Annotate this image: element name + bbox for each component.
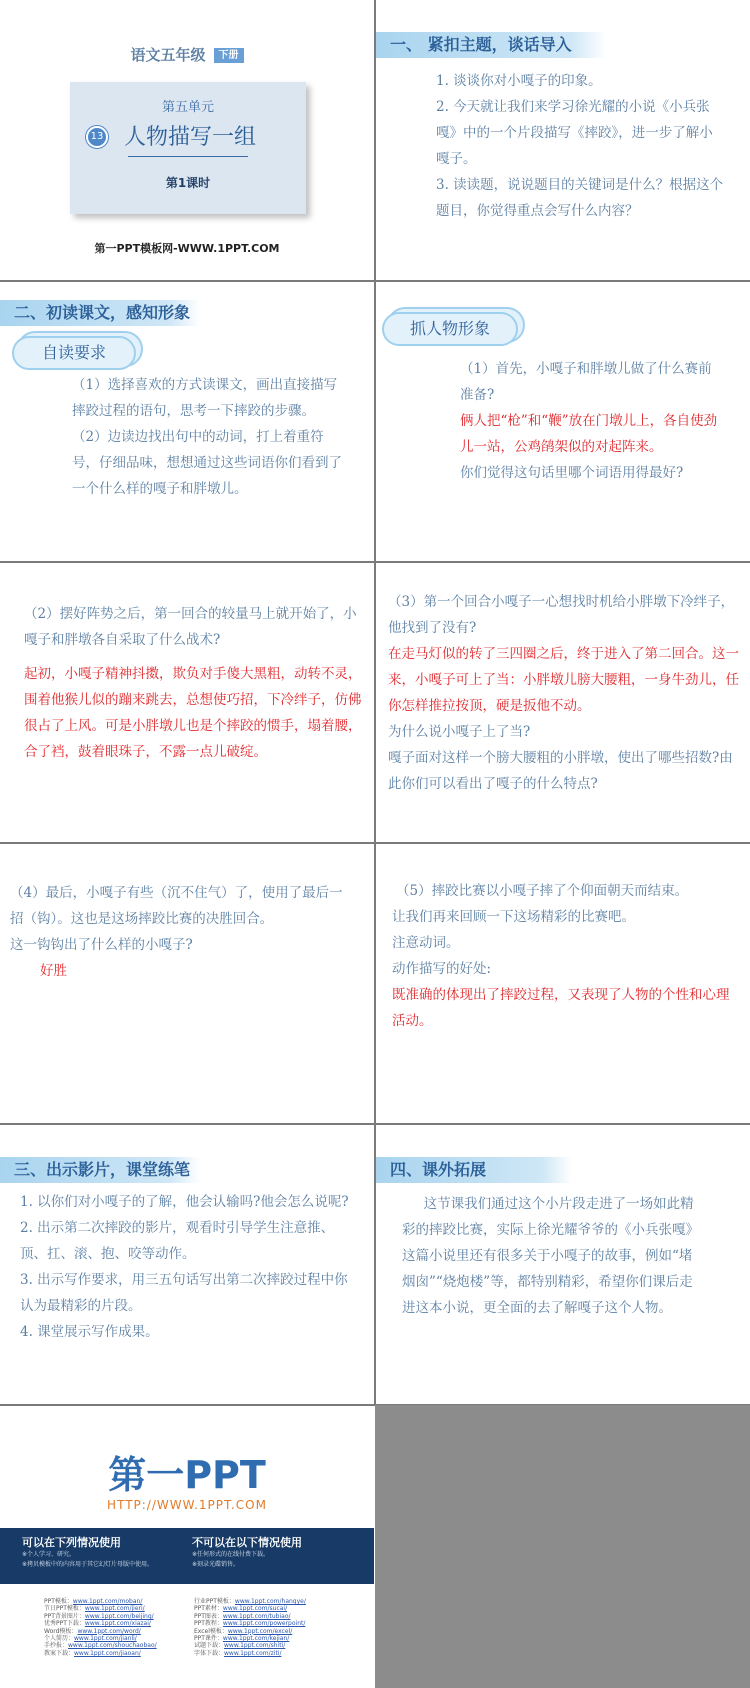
link-row[interactable]: 手抄报：www.1ppt.com/shouchaobao/: [44, 1642, 157, 1650]
reading-requirement: [72, 372, 346, 502]
final-round-text: [10, 880, 350, 984]
slide-character-image[interactable]: [376, 282, 750, 561]
slide-first-reading[interactable]: [0, 282, 374, 561]
list-item: 2. 出示第二次摔跤的影片，观看时引导学生注意推、顶、扛、滚、抱、咬等动作。: [20, 1220, 335, 1262]
question: （3）第一个回合小嘎子一心想找时机给小胖墩下冷绊子，他找到了没有?: [388, 594, 735, 636]
slide-final-round[interactable]: [0, 844, 374, 1123]
link-row[interactable]: PPT素材：www.1ppt.com/sucai/: [194, 1605, 288, 1613]
term-badge: 下册: [214, 48, 244, 63]
slide-intro[interactable]: [376, 0, 750, 280]
link-row[interactable]: PPT图表：www.1ppt.com/tubiao/: [194, 1612, 291, 1620]
quote: 起初，小嘎子精神抖擞，欺负对手傻大黑粗，动转不灵，围着他猴儿似的蹦来跳去，总想使巧招，下冷绊子，仿佛很占了上风。可是小胖墩儿也是个摔跤的惯手，塌着腰，合了裆，鼓着眼珠子，不露一点儿破绽。: [24, 666, 362, 760]
slide-extension[interactable]: [376, 1125, 750, 1404]
links-left: [44, 1598, 157, 1657]
list-item: 1. 以你们对小嘎子的了解，他会认输吗?他会怎么说呢?: [20, 1194, 349, 1210]
can-use-list: [22, 1550, 153, 1570]
link-row[interactable]: 教案下载：www.1ppt.com/jiaoan/: [44, 1649, 141, 1657]
question: 为什么说小嘎子上了当?: [388, 724, 531, 740]
cannot-use-list: [192, 1550, 269, 1570]
question: （2）摆好阵势之后，第一回合的较量马上就开始了，小嘎子和胖墩各自采取了什么战术?: [24, 606, 357, 648]
title-underline: [128, 156, 248, 157]
question: 你们觉得这句话里哪个词语用得最好?: [460, 465, 684, 481]
title-card: [70, 82, 306, 214]
question: （4）最后，小嘎子有些（沉不住气）了，使用了最后一招（钩）。这也是这场摔跤比赛的决胜回合。: [10, 885, 343, 927]
quote: 俩人把“枪”和“鞭”放在门墩儿上，各自使劲儿一站，公鸡鹐架似的对起阵来。: [460, 413, 718, 455]
list-item: ※任何形式的在线付费下载。: [192, 1551, 270, 1558]
list-item: ※个人学习、研究。: [22, 1551, 76, 1558]
link-row[interactable]: 节日PPT模板：www.1ppt.com/jieri/: [44, 1605, 145, 1613]
slide-practice[interactable]: [0, 1125, 374, 1404]
lesson-title: 人物描写一组: [124, 125, 257, 150]
review-text: [392, 878, 732, 1034]
cloud-label: 抓人物形象: [382, 312, 518, 346]
lesson-number-badge: 13: [86, 126, 108, 148]
link-row[interactable]: 优秀PPT下载：www.1ppt.com/xiazai/: [44, 1620, 151, 1628]
can-use-title: 可以在下列情况使用: [22, 1536, 121, 1549]
intro-list: [436, 68, 726, 224]
link-row[interactable]: 行业PPT模板：www.1ppt.com/hangye/: [194, 1598, 306, 1605]
list-item: 3. 读读题，说说题目的关键词是什么？根据这个题目，你觉得重点会写什么内容？: [436, 177, 724, 219]
section-heading: 三、出示影片，课堂练笔: [0, 1157, 200, 1183]
link-row[interactable]: 试题下载：www.1ppt.com/shiti/: [194, 1642, 286, 1650]
cloud-label: 自读要求: [12, 336, 136, 370]
link-row[interactable]: Word模板：www.1ppt.com/word/: [44, 1627, 141, 1635]
extension-paragraph: 这节课我们通过这个小片段走进了一场如此精彩的摔跤比赛，实际上徐光耀爷爷的《小兵张嘎》这篇小说里还有很多关于小嘎子的故事，例如“堵烟囱”“烧炮楼”等，都特别精彩，希望你们课后走进这本小说，更全面的去了解嘎子这个人物。: [402, 1196, 699, 1316]
slide-cover[interactable]: [0, 0, 374, 280]
brand-url[interactable]: HTTP://WWW.1PPT.COM: [107, 1498, 267, 1512]
quote: 在走马灯似的转了三四圈之后，终于进入了第二回合。这一来，小嘎子可上了当：小胖墩儿膀大腰粗，一身牛劲儿，任你怎样推拉按顶，硬是扳他不动。: [388, 646, 739, 714]
paragraph: （1）选择喜欢的方式读课文，画出直接描写摔跤过程的语句，思考一下摔跤的步骤。: [72, 377, 338, 419]
practice-list: [20, 1189, 350, 1345]
grade-label: 语文五年级: [130, 46, 206, 64]
links-right: [194, 1598, 306, 1657]
paragraph: 让我们再来回顾一下这场精彩的比赛吧。: [392, 909, 635, 925]
answer: 既准确的体现出了摔跤过程，又表现了人物的个性和心理活动。: [392, 987, 730, 1029]
link-row[interactable]: PPT课件：www.1ppt.com/kejian/: [194, 1635, 290, 1643]
character-text: [460, 356, 722, 486]
list-item: 3. 出示写作要求，用三五句话写出第二次摔跤过程中你认为最精彩的片段。: [20, 1272, 348, 1314]
slide-review[interactable]: [376, 844, 750, 1123]
round-one-text: [24, 601, 364, 765]
paragraph: 动作描写的好处:: [392, 961, 492, 977]
usage-banner: [0, 1528, 374, 1584]
period-label: 第1课时: [165, 176, 211, 190]
list-item: 2. 今天就让我们来学习徐光耀的小说《小兵张嘎》中的一个片段描写《摔跤》，进一步了解小嘎子。: [436, 99, 713, 167]
empty-slot: [375, 1405, 750, 1688]
paragraph: （2）边读边找出句中的动词，打上着重符号，仔细品味，想想通过这些词语你们看到了一个什么样的嘎子和胖墩儿。: [72, 429, 342, 497]
slide-round-one[interactable]: [0, 563, 374, 842]
link-row[interactable]: PPT背景图片：www.1ppt.com/beijing/: [44, 1612, 154, 1620]
unit-label: 第五单元: [161, 100, 214, 115]
answer: 好胜: [40, 963, 67, 979]
section-heading: 一、 紧扣主题，谈话导入: [376, 32, 606, 58]
link-row[interactable]: 个人简历：www.1ppt.com/jianli/: [44, 1635, 137, 1643]
section-heading: 四、课外拓展: [376, 1157, 572, 1183]
site-label: 第一PPT模板网-WWW.1PPT.COM: [94, 242, 280, 255]
link-row[interactable]: Excel模板：www.1ppt.com/excel/: [194, 1627, 293, 1635]
paragraph: 注意动词。: [392, 935, 460, 951]
question: （1）首先，小嘎子和胖墩儿做了什么赛前准备?: [460, 361, 712, 403]
slide-round-two[interactable]: [376, 563, 750, 842]
link-row[interactable]: PPT教程：www.1ppt.com/powerpoint/: [194, 1620, 306, 1628]
list-item: ※刻录光碟销售。: [192, 1561, 240, 1568]
brand-logo-icon: [92, 1450, 282, 1496]
list-item: 4. 课堂展示写作成果。: [20, 1324, 159, 1340]
question: 这一钩钩出了什么样的小嘎子?: [10, 937, 193, 953]
list-item: ※拷贝模板中的内容用于其它幻灯片母版中使用。: [22, 1561, 154, 1568]
link-row[interactable]: PPT模板：www.1ppt.com/moban/: [44, 1598, 143, 1605]
question: 嘎子面对这样一个膀大腰粗的小胖墩，使出了哪些招数?由此你们可以看出了嘎子的什么特点?: [388, 750, 733, 792]
brand-logo-text: 第一PPT: [108, 1453, 266, 1496]
question: （5）摔跤比赛以小嘎子摔了个仰面朝天而结束。: [396, 883, 689, 899]
section-heading: 二、初读课文，感知形象: [0, 300, 200, 326]
cannot-use-title: 不可以在以下情况使用: [192, 1536, 302, 1549]
link-row[interactable]: 字体下载：www.1ppt.com/ziti/: [194, 1649, 282, 1657]
round-two-text: [388, 589, 744, 797]
grade-title: [0, 44, 374, 65]
list-item: 1. 谈谈你对小嘎子的印象。: [436, 73, 602, 89]
